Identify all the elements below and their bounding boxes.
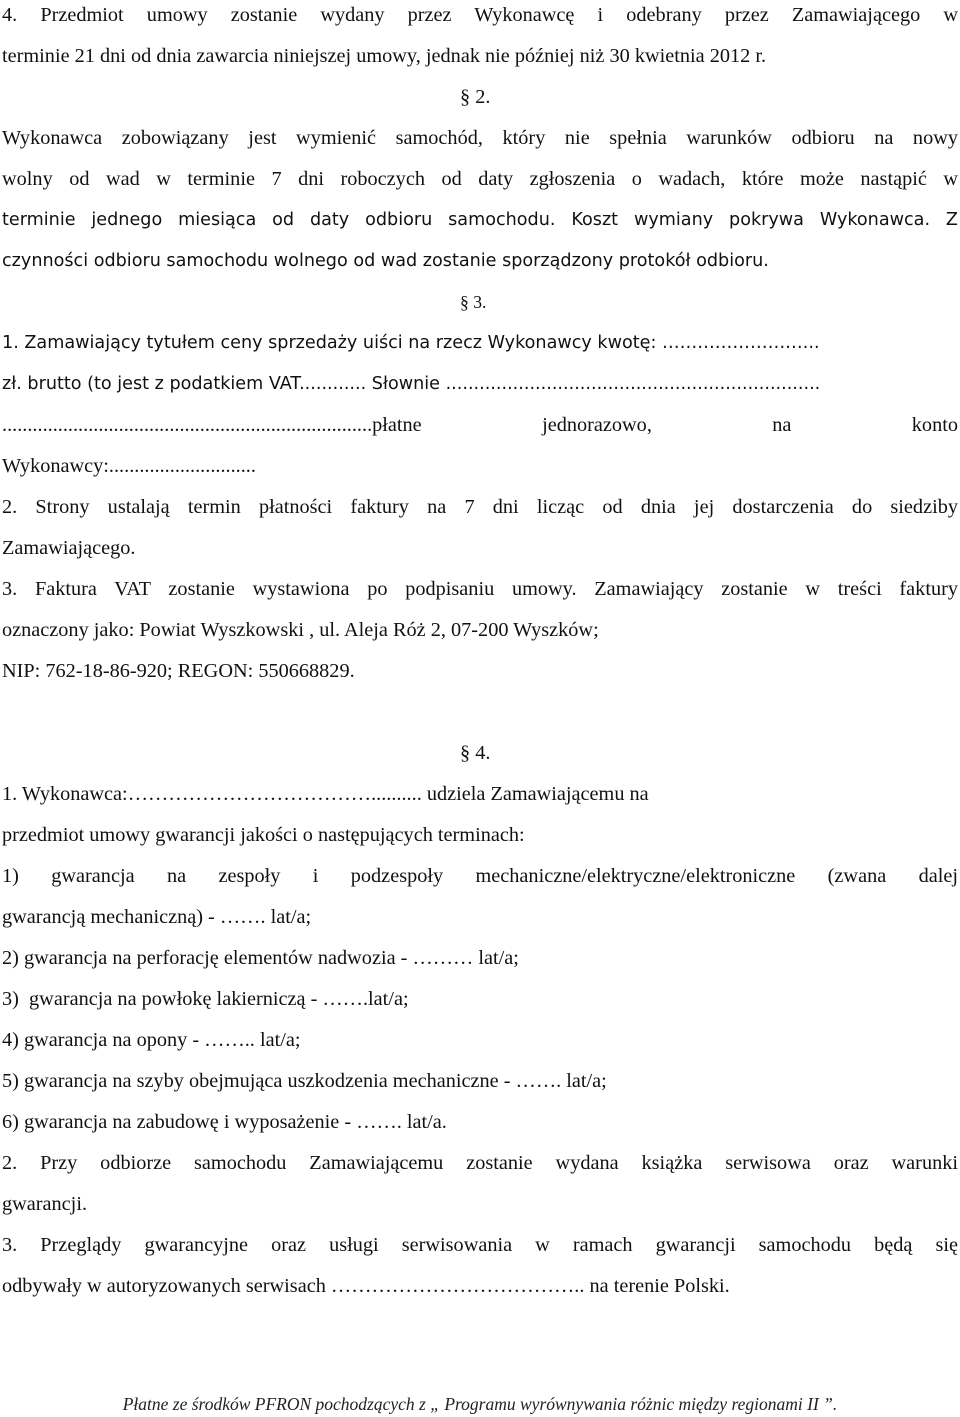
- section4-p2-line1: 2. Przy odbiorze samochodu Zamawiającemu zostanie wydana książka serwisowa oraz warunki: [2, 1152, 958, 1174]
- item4-line2: terminie 21 dni od dnia zawarcia niniejszej umowy, jednak nie później niż 30 kwietnia 2012 r.: [2, 45, 767, 67]
- item4-line1: 4. Przedmiot umowy zostanie wydany przez Wykonawcę i odebrany przez Zamawiającego w: [2, 4, 958, 26]
- section3-p2-line1: 2. Strony ustalają termin płatności faktury na 7 dni licząc od dnia jej dostarczenia do siedziby: [2, 496, 958, 518]
- section2-line3: terminie jednego miesiąca od daty odbioru samochodu. Koszt wymiany pokrywa Wykonawca. Z: [2, 210, 958, 230]
- section4-p3-line1: 3. Przeglądy gwarancyjne oraz usługi serwisowania w ramach gwarancji samochodu będą się: [2, 1234, 958, 1256]
- section3-p3-line1: 3. Faktura VAT zostanie wystawiona po podpisaniu umowy. Zamawiający zostanie w treści faktury: [2, 578, 958, 600]
- guarantee-3: 3) gwarancja na powłokę lakierniczą - …….lat/a;: [2, 988, 409, 1010]
- page-footer: Płatne ze środków PFRON pochodzących z „ Programu wyrównywania różnic między regionami II ”.: [122, 1394, 838, 1414]
- section3-p1-line2: zł. brutto (to jest z podatkiem VAT............ Słownie ...................................................................: [2, 374, 821, 394]
- guarantee-6: 6) gwarancja na zabudowę i wyposażenie - ……. lat/a.: [2, 1111, 447, 1133]
- section4-p1-line1: 1. Wykonawca:……………………………….......... udziela Zamawiającemu na: [2, 783, 649, 805]
- section3-heading: § 3.: [460, 292, 487, 312]
- section3-p3-line2: oznaczony jako: Powiat Wyszkowski , ul. Aleja Róż 2, 07-200 Wyszków;: [2, 619, 599, 641]
- guarantee-2: 2) gwarancja na perforację elementów nadwozia - ……… lat/a;: [2, 947, 519, 969]
- section3-p1-line3: .........................................................................płatne jednorazowo, na konto: [2, 414, 958, 436]
- section4-p3-line2: odbywały w autoryzowanych serwisach ……………………………….. na terenie Polski.: [2, 1275, 730, 1297]
- guarantee-5: 5) gwarancja na szyby obejmująca uszkodzenia mechaniczne - ……. lat/a;: [2, 1070, 607, 1092]
- section4-p2-line2: gwarancji.: [2, 1193, 88, 1215]
- section2-heading: § 2.: [460, 86, 491, 108]
- section2-line4: czynności odbioru samochodu wolnego od wad zostanie sporządzony protokół odbioru.: [2, 251, 769, 271]
- guarantee-1-line1: 1) gwarancja na zespoły i podzespoły mechaniczne/elektryczne/elektroniczne (zwana dalej: [2, 865, 958, 887]
- section3-p1-line4: Wykonawcy:.............................: [2, 455, 256, 477]
- guarantee-4: 4) gwarancja na opony - …….. lat/a;: [2, 1029, 301, 1051]
- section4-p1-line2: przedmiot umowy gwarancji jakości o następujących terminach:: [2, 824, 525, 846]
- section4-heading: § 4.: [460, 742, 491, 764]
- section3-p3-line3: NIP: 762-18-86-920; REGON: 550668829.: [2, 660, 355, 682]
- section2-line2: wolny od wad w terminie 7 dni roboczych od daty zgłoszenia o wadach, które może nastąpić w: [2, 168, 958, 190]
- guarantee-1-line2: gwarancją mechaniczną) - ……. lat/a;: [2, 906, 312, 928]
- section3-p1-line1: 1. Zamawiający tytułem ceny sprzedaży uiści na rzecz Wykonawcy kwotę: ……………………...: [2, 333, 820, 353]
- section2-line1: Wykonawca zobowiązany jest wymienić samochód, który nie spełnia warunków odbioru na nowy: [2, 127, 958, 149]
- section3-p2-line2: Zamawiającego.: [2, 537, 136, 559]
